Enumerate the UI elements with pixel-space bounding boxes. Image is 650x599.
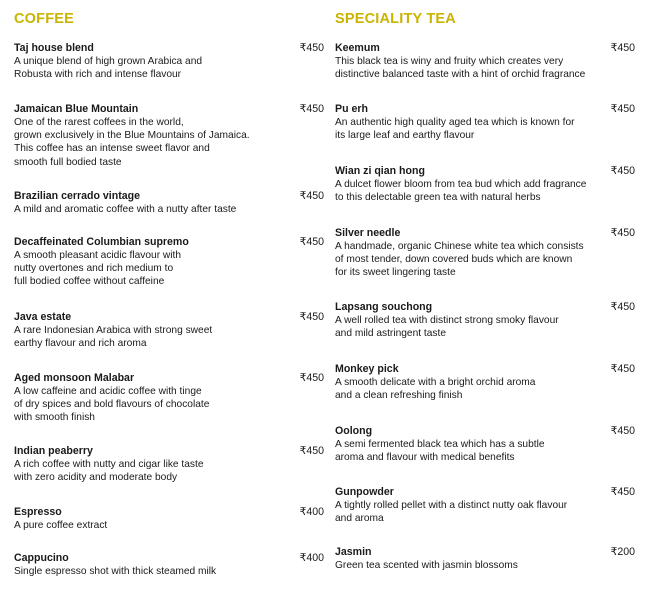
item-price: ₹400 [299, 552, 324, 564]
item-description: A rare Indonesian Arabica with strong sweet earthy flavour and rich aroma [14, 325, 213, 350]
item-price: ₹450 [610, 103, 635, 115]
menu-item [335, 227, 635, 280]
item-name: Oolong [335, 425, 373, 437]
menu-item [335, 425, 635, 464]
item-name: Lapsang souchong [335, 301, 433, 313]
menu-item [335, 103, 635, 142]
item-name: Jamaican Blue Mountain [14, 103, 139, 115]
menu-item [14, 190, 324, 216]
coffee-heading: COFFEE [14, 11, 75, 27]
item-description: A tightly rolled pellet with a distinct nutty oak flavour and aroma [335, 500, 568, 525]
item-price: ₹450 [610, 363, 635, 375]
menu-item [14, 552, 324, 578]
item-price: ₹400 [299, 506, 324, 518]
menu-item [14, 236, 324, 289]
item-price: ₹450 [299, 190, 324, 202]
item-price: ₹450 [299, 42, 324, 54]
menu-item [335, 546, 635, 572]
item-price: ₹450 [610, 42, 635, 54]
item-price: ₹450 [299, 311, 324, 323]
menu-item [14, 103, 324, 169]
item-price: ₹450 [299, 236, 324, 248]
item-description: Green tea scented with jasmin blossoms [335, 560, 518, 571]
item-description: A well rolled tea with distinct strong smoky flavour and mild astringent taste [335, 315, 559, 340]
item-name: Java estate [14, 311, 72, 323]
item-name: Taj house blend [14, 42, 94, 54]
item-description: A unique blend of high grown Arabica and Robusta with rich and intense flavour [14, 56, 203, 81]
item-price: ₹450 [299, 103, 324, 115]
item-description: This black tea is winy and fruity which creates very distinctive balanced taste with a hint of orchid fragrance [335, 56, 586, 81]
item-name: Keemum [335, 42, 380, 54]
item-price: ₹450 [299, 372, 324, 384]
item-name: Cappucino [14, 552, 69, 564]
item-description: A pure coffee extract [14, 520, 108, 531]
menu-item [335, 301, 635, 340]
item-description: A low caffeine and acidic coffee with tinge of dry spices and bold flavours of chocolate with smooth finish [14, 386, 210, 424]
item-description: A smooth delicate with a bright orchid aroma and a clean refreshing finish [335, 377, 536, 402]
item-description: A smooth pleasant acidic flavour with nutty overtones and rich medium to full bodied coffee without caffeine [14, 250, 182, 288]
item-price: ₹450 [610, 301, 635, 313]
item-description: A mild and aromatic coffee with a nutty after taste [14, 204, 237, 215]
item-name: Jasmin [335, 546, 372, 558]
item-price: ₹450 [299, 445, 324, 457]
item-name: Pu erh [335, 103, 368, 115]
menu-item [14, 506, 324, 532]
item-description: A semi fermented black tea which has a subtle aroma and flavour with medical benefits [335, 439, 545, 464]
menu-item [335, 42, 635, 81]
item-price: ₹200 [610, 546, 635, 558]
item-price: ₹450 [610, 425, 635, 437]
item-description: An authentic high quality aged tea which is known for its large leaf and earthy flavour [335, 117, 575, 142]
item-name: Espresso [14, 506, 62, 518]
menu-item [335, 363, 635, 402]
item-description: A rich coffee with nutty and cigar like taste with zero acidity and moderate body [14, 459, 204, 484]
item-description: Single espresso shot with thick steamed milk [14, 566, 217, 577]
item-price: ₹450 [610, 227, 635, 239]
menu-item [14, 311, 324, 350]
item-description: One of the rarest coffees in the world, grown exclusively in the Blue Mountains of Jamaica. This coffee has an intense sweet flavor and smooth full bodied taste [14, 117, 250, 168]
menu-item [335, 486, 635, 525]
menu-item [335, 165, 635, 204]
item-price: ₹450 [610, 486, 635, 498]
item-name: Decaffeinated Columbian supremo [14, 236, 189, 248]
tea-heading: SPECIALITY TEA [335, 11, 456, 27]
item-name: Wian zi qian hong [335, 165, 425, 177]
menu-item [14, 372, 324, 425]
item-name: Aged monsoon Malabar [14, 372, 135, 384]
item-name: Monkey pick [335, 363, 399, 375]
item-description: A handmade, organic Chinese white tea which consists of most tender, down covered buds which are known for its sweet lingering taste [335, 241, 584, 279]
item-price: ₹450 [610, 165, 635, 177]
item-name: Indian peaberry [14, 445, 93, 457]
menu-item [14, 42, 324, 81]
item-name: Gunpowder [335, 486, 394, 498]
menu-item [14, 445, 324, 484]
item-name: Brazilian cerrado vintage [14, 190, 140, 202]
item-description: A dulcet flower bloom from tea bud which add fragrance to this delectable green tea with natural herbs [335, 179, 587, 204]
item-name: Silver needle [335, 227, 401, 239]
